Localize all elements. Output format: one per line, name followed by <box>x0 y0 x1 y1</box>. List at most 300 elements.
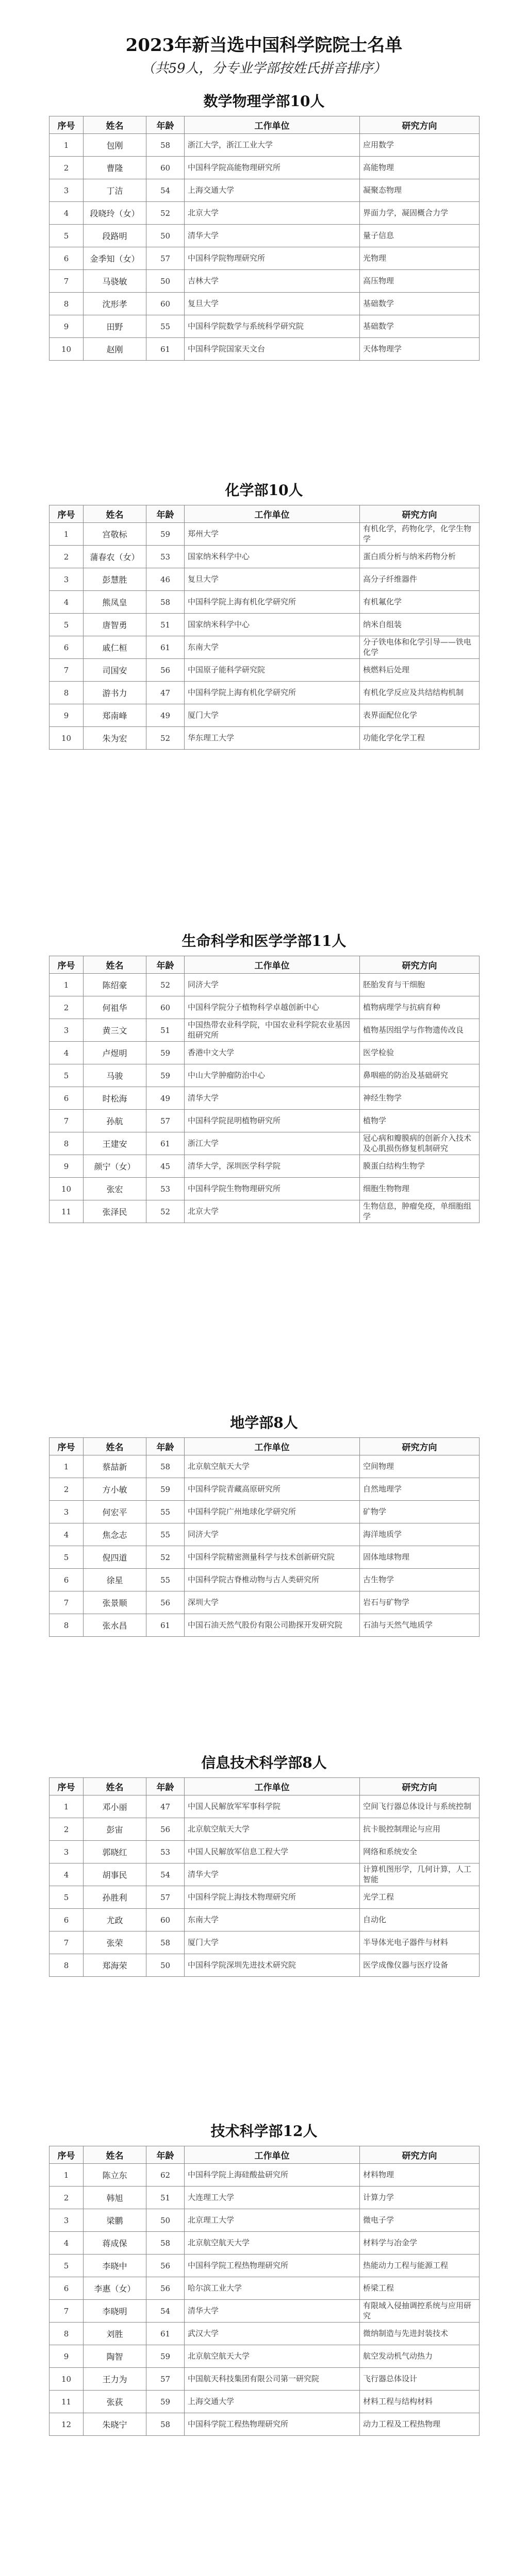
work-unit: 厦门大学 <box>185 1931 360 1954</box>
research-field: 空间物理 <box>360 1455 480 1478</box>
table-row <box>50 659 480 682</box>
column-header: 年龄 <box>146 1778 185 1795</box>
row-number: 3 <box>50 1841 84 1863</box>
row-number: 8 <box>50 1132 84 1155</box>
table-row <box>50 1132 480 1155</box>
research-field: 光物理 <box>360 247 480 270</box>
member-name: 孙胜利 <box>84 1886 146 1909</box>
member-age: 55 <box>146 315 185 338</box>
table-row <box>50 1931 480 1954</box>
table-row <box>50 2368 480 2391</box>
member-name: 熊凤皇 <box>84 591 146 614</box>
member-age: 50 <box>146 2209 185 2232</box>
table-row <box>50 2164 480 2187</box>
column-header: 序号 <box>50 956 84 974</box>
member-age: 51 <box>146 2187 185 2209</box>
work-unit: 中国科学院高能物理研究所 <box>185 157 360 179</box>
work-unit: 复旦大学 <box>185 293 360 315</box>
table-row <box>50 247 480 270</box>
column-header: 研究方向 <box>360 2146 480 2164</box>
section-life-medicine <box>49 930 479 1223</box>
research-field: 热能动力工程与能源工程 <box>360 2255 480 2277</box>
research-field: 核燃料后处理 <box>360 659 480 682</box>
table-row <box>50 2277 480 2300</box>
member-name: 邓小丽 <box>84 1795 146 1818</box>
section-title: 生命科学和医学学部11人 <box>182 933 346 950</box>
work-unit: 北京大学 <box>185 202 360 225</box>
research-field: 冠心病和瓣膜病的创新介入技术及心肌损伤修复机制研究 <box>360 1132 480 1155</box>
member-age: 50 <box>146 1954 185 1977</box>
member-name: 焦念志 <box>84 1523 146 1546</box>
column-header: 年龄 <box>146 2146 185 2164</box>
work-unit: 吉林大学 <box>185 270 360 293</box>
column-header: 研究方向 <box>360 1438 480 1455</box>
member-name: 田野 <box>84 315 146 338</box>
member-name: 李惠（女） <box>84 2277 146 2300</box>
row-number: 4 <box>50 591 84 614</box>
research-field: 古生物学 <box>360 1569 480 1591</box>
work-unit: 浙江大学 <box>185 1132 360 1155</box>
research-field: 生物信息，肿瘤免疫，单细胞组学 <box>360 1200 480 1223</box>
table-row <box>50 2391 480 2413</box>
work-unit: 中国科学院工程热物理研究所 <box>185 2413 360 2436</box>
member-name: 刘胜 <box>84 2323 146 2345</box>
member-age: 53 <box>146 1841 185 1863</box>
table-row <box>50 996 480 1019</box>
row-number: 1 <box>50 1795 84 1818</box>
member-name: 蒲春农（女） <box>84 546 146 568</box>
work-unit: 厦门大学 <box>185 704 360 727</box>
row-number: 10 <box>50 727 84 750</box>
work-unit: 中国科学院上海有机化学研究所 <box>185 682 360 704</box>
work-unit: 北京航空航天大学 <box>185 1455 360 1478</box>
work-unit: 中国科学院广州地球化学研究所 <box>185 1501 360 1523</box>
work-unit: 中国科学院青藏高原研究所 <box>185 1478 360 1501</box>
table-row <box>50 1954 480 1977</box>
row-number: 2 <box>50 546 84 568</box>
member-age: 59 <box>146 1478 185 1501</box>
member-age: 54 <box>146 179 185 202</box>
row-number: 2 <box>50 1478 84 1501</box>
member-name: 戚仁桓 <box>84 636 146 659</box>
table-row <box>50 179 480 202</box>
research-field: 功能化学化学工程 <box>360 727 480 750</box>
table-row <box>50 1019 480 1042</box>
member-age: 60 <box>146 996 185 1019</box>
research-field: 飞行器总体设计 <box>360 2368 480 2391</box>
member-age: 54 <box>146 1863 185 1886</box>
work-unit: 东南大学 <box>185 1909 360 1931</box>
work-unit: 大连理工大学 <box>185 2187 360 2209</box>
member-name: 张荻 <box>84 2391 146 2413</box>
research-field: 光学工程 <box>360 1886 480 1909</box>
row-number: 7 <box>50 2300 84 2323</box>
table-row <box>50 202 480 225</box>
research-field: 材料工程与结构材料 <box>360 2391 480 2413</box>
section-title: 化学部10人 <box>225 482 303 499</box>
column-header: 序号 <box>50 1778 84 1795</box>
research-field: 空间飞行器总体设计与系统控制 <box>360 1795 480 1818</box>
column-header: 工作单位 <box>185 956 360 974</box>
member-age: 52 <box>146 727 185 750</box>
member-age: 52 <box>146 1200 185 1223</box>
table-row <box>50 1863 480 1886</box>
work-unit: 北京理工大学 <box>185 2209 360 2232</box>
research-field: 细胞生物物理 <box>360 1178 480 1200</box>
research-field: 抗卡脱控制理论与应用 <box>360 1818 480 1841</box>
row-number: 9 <box>50 315 84 338</box>
column-header: 姓名 <box>84 956 146 974</box>
research-field: 高分子纤维器件 <box>360 568 480 591</box>
member-name: 唐智勇 <box>84 614 146 636</box>
row-number: 8 <box>50 1954 84 1977</box>
member-age: 59 <box>146 523 185 546</box>
table-row <box>50 134 480 157</box>
work-unit: 深圳大学 <box>185 1591 360 1614</box>
table-row <box>50 591 480 614</box>
work-unit: 同济大学 <box>185 974 360 996</box>
member-name: 王建安 <box>84 1132 146 1155</box>
row-number: 7 <box>50 1591 84 1614</box>
work-unit: 中山大学肿瘤防治中心 <box>185 1064 360 1087</box>
member-age: 58 <box>146 2232 185 2255</box>
table-row <box>50 2345 480 2368</box>
row-number: 4 <box>50 1863 84 1886</box>
work-unit: 中国科学院昆明植物研究所 <box>185 1110 360 1132</box>
research-field: 分子铁电体和化学引导——铁电化学 <box>360 636 480 659</box>
row-number: 11 <box>50 2391 84 2413</box>
table-row <box>50 1042 480 1064</box>
work-unit: 国家纳米科学中心 <box>185 546 360 568</box>
row-number: 7 <box>50 659 84 682</box>
member-age: 56 <box>146 659 185 682</box>
member-age: 58 <box>146 1931 185 1954</box>
work-unit: 香港中文大学 <box>185 1042 360 1064</box>
member-name: 彭慧胜 <box>84 568 146 591</box>
research-field: 微电子学 <box>360 2209 480 2232</box>
member-name: 段路明 <box>84 225 146 247</box>
research-field: 医学成像仪器与医疗设备 <box>360 1954 480 1977</box>
member-age: 58 <box>146 1455 185 1478</box>
column-header: 序号 <box>50 116 84 134</box>
table-header-row <box>50 1438 480 1455</box>
member-name: 郑海荣 <box>84 1954 146 1977</box>
member-name: 马骁敏 <box>84 270 146 293</box>
member-name: 陶智 <box>84 2345 146 2368</box>
member-name: 张宏 <box>84 1178 146 1200</box>
row-number: 1 <box>50 134 84 157</box>
work-unit: 清华大学 <box>185 2300 360 2323</box>
table-row <box>50 1569 480 1591</box>
table-row <box>50 523 480 546</box>
work-unit: 中国科学院上海技术物理研究所 <box>185 1886 360 1909</box>
row-number: 2 <box>50 157 84 179</box>
member-table <box>49 1437 480 1637</box>
member-age: 60 <box>146 157 185 179</box>
research-field: 基础数学 <box>360 315 480 338</box>
member-age: 58 <box>146 591 185 614</box>
column-header: 工作单位 <box>185 116 360 134</box>
member-name: 王力为 <box>84 2368 146 2391</box>
member-age: 61 <box>146 1132 185 1155</box>
table-row <box>50 2209 480 2232</box>
member-name: 曹隆 <box>84 157 146 179</box>
member-age: 53 <box>146 546 185 568</box>
table-row <box>50 1155 480 1178</box>
table-row <box>50 636 480 659</box>
member-age: 60 <box>146 1909 185 1931</box>
table-header-row <box>50 1778 480 1795</box>
work-unit: 浙江大学，浙江工业大学 <box>185 134 360 157</box>
row-number: 5 <box>50 1064 84 1087</box>
member-age: 59 <box>146 2391 185 2413</box>
table-row <box>50 1909 480 1931</box>
table-row <box>50 1178 480 1200</box>
member-name: 倪四道 <box>84 1546 146 1569</box>
work-unit: 哈尔滨工业大学 <box>185 2277 360 2300</box>
column-header: 姓名 <box>84 1438 146 1455</box>
member-table <box>49 956 480 1223</box>
research-field: 固体地球物理 <box>360 1546 480 1569</box>
table-row <box>50 1886 480 1909</box>
row-number: 1 <box>50 974 84 996</box>
work-unit: 中国科学院精密测量科学与技术创新研究院 <box>185 1546 360 1569</box>
row-number: 6 <box>50 1569 84 1591</box>
research-field: 石油与天然气地质学 <box>360 1614 480 1637</box>
research-field: 高能物理 <box>360 157 480 179</box>
research-field: 纳米自组装 <box>360 614 480 636</box>
table-row <box>50 568 480 591</box>
table-row <box>50 315 480 338</box>
work-unit: 武汉大学 <box>185 2323 360 2345</box>
member-name: 郭晓红 <box>84 1841 146 1863</box>
work-unit: 北京航空航天大学 <box>185 1818 360 1841</box>
member-name: 方小敏 <box>84 1478 146 1501</box>
member-age: 62 <box>146 2164 185 2187</box>
research-field: 计算力学 <box>360 2187 480 2209</box>
work-unit: 北京航空航天大学 <box>185 2232 360 2255</box>
row-number: 10 <box>50 338 84 361</box>
work-unit: 中国科学院深圳先进技术研究院 <box>185 1954 360 1977</box>
member-age: 54 <box>146 2300 185 2323</box>
member-name: 胡事民 <box>84 1863 146 1886</box>
member-name: 司国安 <box>84 659 146 682</box>
member-age: 61 <box>146 2323 185 2345</box>
member-name: 尤政 <box>84 1909 146 1931</box>
research-field: 材料物理 <box>360 2164 480 2187</box>
row-number: 1 <box>50 2164 84 2187</box>
research-field: 材料学与冶金学 <box>360 2232 480 2255</box>
row-number: 5 <box>50 2255 84 2277</box>
research-field: 岩石与矿物学 <box>360 1591 480 1614</box>
column-header: 年龄 <box>146 956 185 974</box>
member-age: 57 <box>146 1110 185 1132</box>
table-row <box>50 1523 480 1546</box>
work-unit: 清华大学，深圳医学科学院 <box>185 1155 360 1178</box>
column-header: 工作单位 <box>185 1778 360 1795</box>
member-name: 张泽民 <box>84 1200 146 1223</box>
row-number: 7 <box>50 1110 84 1132</box>
research-field: 胚胎发育与干细胞 <box>360 974 480 996</box>
row-number: 6 <box>50 2277 84 2300</box>
member-name: 蔡喆新 <box>84 1455 146 1478</box>
row-number: 12 <box>50 2413 84 2436</box>
work-unit: 复旦大学 <box>185 568 360 591</box>
member-age: 52 <box>146 1546 185 1569</box>
member-age: 55 <box>146 1523 185 1546</box>
document-subtitle: （共59人，分专业学部按姓氏拼音排序） <box>141 61 387 76</box>
table-row <box>50 2255 480 2277</box>
column-header: 研究方向 <box>360 116 480 134</box>
column-header: 工作单位 <box>185 505 360 523</box>
work-unit: 中国石油天然气股份有限公司勘探开发研究院 <box>185 1614 360 1637</box>
table-row <box>50 1591 480 1614</box>
section-title: 数学物理学部10人 <box>203 93 325 110</box>
research-field: 高压物理 <box>360 270 480 293</box>
table-header-row <box>50 956 480 974</box>
column-header: 研究方向 <box>360 505 480 523</box>
section-earth-sciences <box>49 1412 479 1637</box>
research-field: 动力工程及工程热物理 <box>360 2413 480 2436</box>
column-header: 年龄 <box>146 1438 185 1455</box>
table-row <box>50 225 480 247</box>
member-name: 彭宙 <box>84 1818 146 1841</box>
table-row <box>50 546 480 568</box>
column-header: 序号 <box>50 1438 84 1455</box>
row-number: 10 <box>50 1178 84 1200</box>
member-age: 61 <box>146 636 185 659</box>
row-number: 3 <box>50 1501 84 1523</box>
row-number: 4 <box>50 1523 84 1546</box>
column-header: 姓名 <box>84 116 146 134</box>
table-row <box>50 1087 480 1110</box>
member-age: 59 <box>146 1042 185 1064</box>
member-name: 金季知（女） <box>84 247 146 270</box>
work-unit: 国家纳米科学中心 <box>185 614 360 636</box>
column-header: 姓名 <box>84 505 146 523</box>
research-field: 桥梁工程 <box>360 2277 480 2300</box>
member-age: 55 <box>146 1569 185 1591</box>
research-field: 植物学 <box>360 1110 480 1132</box>
member-table <box>49 116 480 361</box>
member-age: 49 <box>146 704 185 727</box>
member-age: 60 <box>146 293 185 315</box>
member-age: 57 <box>146 247 185 270</box>
row-number: 10 <box>50 2368 84 2391</box>
column-header: 年龄 <box>146 116 185 134</box>
member-age: 52 <box>146 974 185 996</box>
section-chemistry <box>49 479 479 750</box>
member-name: 何宏平 <box>84 1501 146 1523</box>
table-header-row <box>50 505 480 523</box>
member-age: 57 <box>146 1886 185 1909</box>
research-field: 有机化学，药物化学，化学生物学 <box>360 523 480 546</box>
section-technological-sciences <box>49 2120 479 2436</box>
member-name: 韩旭 <box>84 2187 146 2209</box>
column-header: 姓名 <box>84 1778 146 1795</box>
member-name: 颜宁（女） <box>84 1155 146 1178</box>
row-number: 5 <box>50 1886 84 1909</box>
member-age: 51 <box>146 1019 185 1042</box>
member-name: 朱为宏 <box>84 727 146 750</box>
member-name: 卢煜明 <box>84 1042 146 1064</box>
row-number: 5 <box>50 614 84 636</box>
member-name: 张水昌 <box>84 1614 146 1637</box>
row-number: 7 <box>50 270 84 293</box>
table-row <box>50 1478 480 1501</box>
member-name: 段晓玲（女） <box>84 202 146 225</box>
member-name: 李晓明 <box>84 2300 146 2323</box>
member-name: 蒋成保 <box>84 2232 146 2255</box>
column-header: 年龄 <box>146 505 185 523</box>
column-header: 研究方向 <box>360 1778 480 1795</box>
member-age: 56 <box>146 1591 185 1614</box>
work-unit: 中国科学院工程热物理研究所 <box>185 2255 360 2277</box>
table-header-row <box>50 2146 480 2164</box>
research-field: 半导体光电子器件与材料 <box>360 1931 480 1954</box>
row-number: 1 <box>50 523 84 546</box>
work-unit: 中国科学院国家天文台 <box>185 338 360 361</box>
research-field: 自然地理学 <box>360 1478 480 1501</box>
row-number: 9 <box>50 2345 84 2368</box>
table-row <box>50 1614 480 1637</box>
research-field: 天体物理学 <box>360 338 480 361</box>
table-row <box>50 974 480 996</box>
member-age: 61 <box>146 338 185 361</box>
row-number: 6 <box>50 1909 84 1931</box>
member-age: 58 <box>146 2413 185 2436</box>
research-field: 表界面配位化学 <box>360 704 480 727</box>
research-field: 膜蛋白结构生物学 <box>360 1155 480 1178</box>
row-number: 3 <box>50 179 84 202</box>
row-number: 11 <box>50 1200 84 1223</box>
research-field: 应用数学 <box>360 134 480 157</box>
table-row <box>50 727 480 750</box>
table-row <box>50 1110 480 1132</box>
research-field: 网络和系统安全 <box>360 1841 480 1863</box>
row-number: 9 <box>50 1155 84 1178</box>
research-field: 鼻咽癌的防治及基础研究 <box>360 1064 480 1087</box>
work-unit: 东南大学 <box>185 636 360 659</box>
table-row <box>50 157 480 179</box>
section-math-physics <box>49 90 479 361</box>
research-field: 界面力学，凝固概合力学 <box>360 202 480 225</box>
member-age: 52 <box>146 202 185 225</box>
member-age: 53 <box>146 1178 185 1200</box>
member-name: 赵刚 <box>84 338 146 361</box>
table-row <box>50 1455 480 1478</box>
research-field: 植物病理学与抗病育种 <box>360 996 480 1019</box>
member-age: 55 <box>146 1501 185 1523</box>
work-unit: 中国热带农业科学院，中国农业科学院农业基因组研究所 <box>185 1019 360 1042</box>
section-title: 技术科学部12人 <box>210 2123 318 2140</box>
table-row <box>50 1546 480 1569</box>
row-number: 5 <box>50 1546 84 1569</box>
member-age: 56 <box>146 1818 185 1841</box>
table-row <box>50 338 480 361</box>
row-number: 6 <box>50 247 84 270</box>
table-header-row <box>50 116 480 134</box>
section-title: 信息技术科学部8人 <box>201 1754 327 1771</box>
table-row <box>50 2187 480 2209</box>
member-name: 时松海 <box>84 1087 146 1110</box>
research-field: 医学检验 <box>360 1042 480 1064</box>
member-name: 朱晓宁 <box>84 2413 146 2436</box>
document-title: 2023年新当选中国科学院院士名单 <box>125 35 403 56</box>
member-name: 包刚 <box>84 134 146 157</box>
member-age: 46 <box>146 568 185 591</box>
work-unit: 华东理工大学 <box>185 727 360 750</box>
